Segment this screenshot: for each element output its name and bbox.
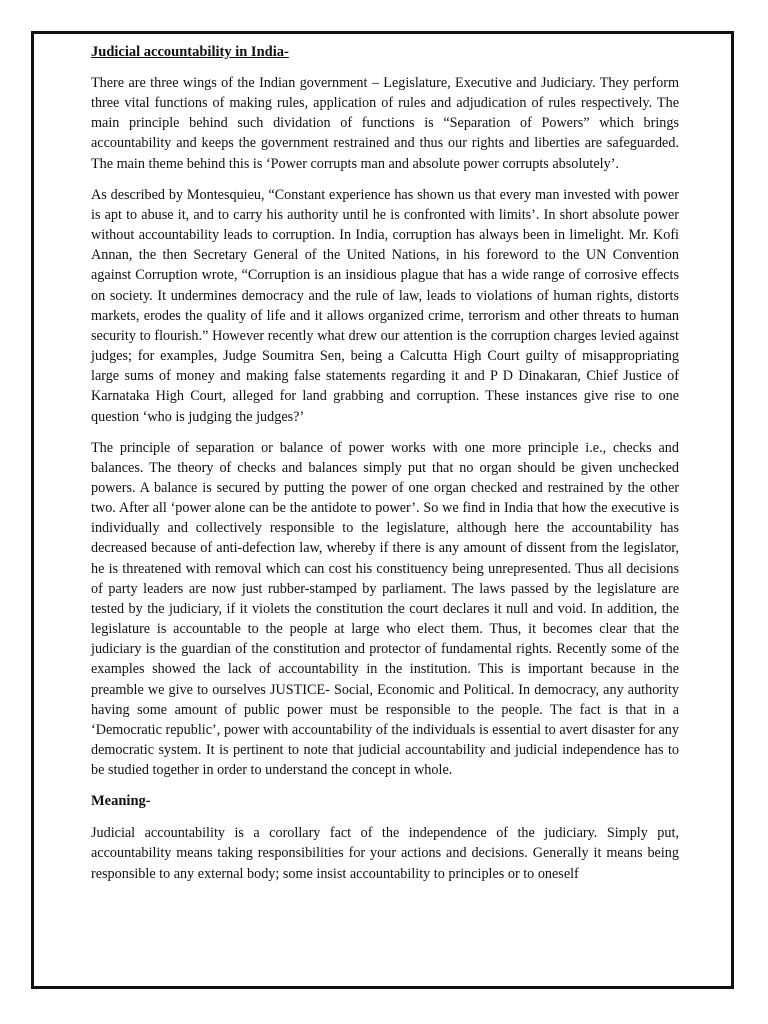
document-body (91, 42, 679, 895)
paragraph-checks-and-balances: The principle of separation or balance of power works with one more principle i.e., checks and balances. The theory of checks and balances simply put that no organ should be given unchecked powers. A balance is secured by putting the power of one organ checked and restrained by the other two. After all ‘power alone can be the antidote to power’. So we find in India that how the executive is individually and collectively responsible to the legislature, although here the accountability has decreased because of anti-defection law, whereby if there is any amount of dissent from the legislator, he is threatened with removal which can cost his constituency being unrepresented. Thus all decisions of party leaders are now just rubber-stamped by parliament. The laws passed by the legislature are tested by the judiciary, if it violets the constitution the court declares it null and void. In addition, the legislature is accountable to the people at large who elect them. Thus, it becomes clear that the judiciary is the guardian of the constitution and protector of fundamental rights. Recently some of the examples showed the lack of accountability in the institution. This is important because in the preamble we give to ourselves JUSTICE- Social, Economic and Political. In democracy, any authority having some amount of public power must be responsible to the people. The fact is that in a ‘Democratic republic’, power with accountability of the individuals is essential to avert disaster for any democratic system. It is pertinent to note that judicial accountability and judicial independence has to be studied together in order to understand the concept in whole. (91, 439, 679, 779)
paragraph-meaning: Judicial accountability is a corollary fact of the independence of the judiciary. Simply put, accountability means taking responsibilities for your actions and decisions. Generally it means being responsible to any external body; some insist accountability to principles or to oneself (91, 825, 679, 882)
paragraph-separation-of-powers: There are three wings of the Indian government – Legislature, Executive and Judiciary. They perform three vital functions of making rules, application of rules and adjudication of rules respectively. The main principle behind such dividation of functions is “Separation of Powers” which brings accountability and keeps the government restrained and thus our rights and liberties are safeguarded. The main theme behind this is ‘Power corrupts man and absolute power corrupts absolutely’. (91, 75, 679, 172)
document-title: Judicial accountability in India- (91, 44, 289, 60)
paragraph-montesquieu-corruption: As described by Montesquieu, “Constant experience has shown us that every man invested with power is apt to abuse it, and to carry his authority until he is confronted with limits’. In short absolute power without accountability leads to corruption. In India, corruption has always been in limelight. Mr. Kofi Annan, the then Secretary General of the United Nations, in his foreword to the UN Convention against Corruption wrote, “Corruption is an insidious plague that has a wide range of corrosive effects on society. It undermines democracy and the rule of law, leads to violations of human rights, distorts markets, erodes the quality of life and it allows organized crime, terrorism and other threats to human security to flourish.” However recently what drew our attention is the corruption charges levied against judges; for examples, Judge Soumitra Sen, being a Calcutta High Court guilty of misappropriating large sums of money and making false statements regarding it and P D Dinakaran, Chief Justice of Karnataka High Court, alleged for land grabbing and corruption. These instances give rise to one question ‘who is judging the judges?’ (91, 186, 679, 425)
page-frame (31, 31, 734, 989)
section-heading-meaning: Meaning- (91, 793, 151, 810)
